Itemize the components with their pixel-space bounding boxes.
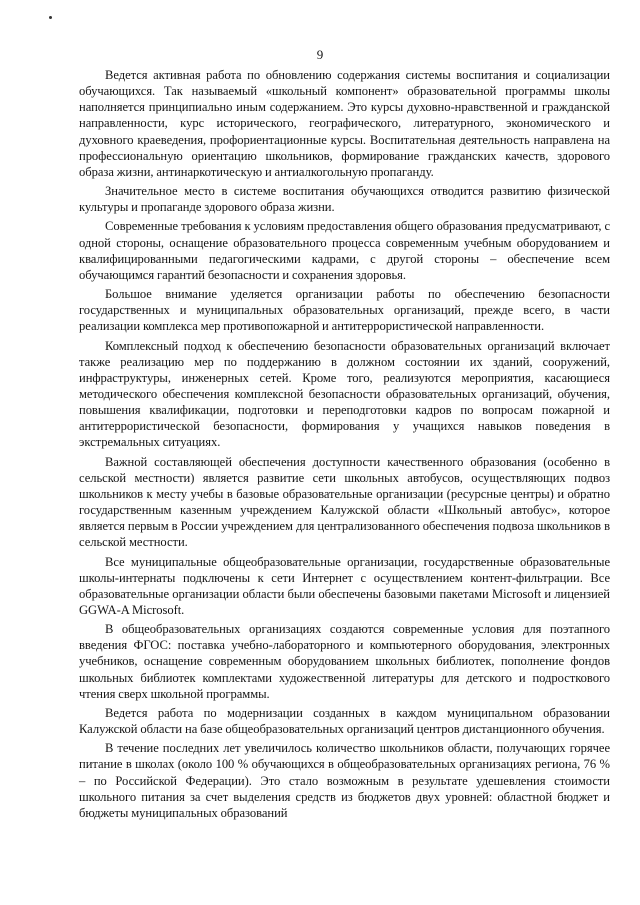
paragraph-hot-meals: В течение последних лет увеличилось количество школьников области, получающих горячее питание в школах (около 100 % обучающихся в общеобразовательных организациях региона, 76 % – по Российской Федерации). Это стало возможным в результате удешевления стоимости школьного питания за счет выделения средств из бюджетов двух уровней: областной бюджет и бюджеты муниципальных образований [79,741,610,820]
paragraph-physical-culture: Значительное место в системе воспитания обучающихся отводится развитию физической культуры и пропаганде здорового образа жизни. [79,184,610,215]
paragraph-modern-requirements: Современные требования к условиям предоставления общего образования предусматривают, с одной стороны, оснащение образовательного процесса современным учебным оборудованием и квалифицированными педагогическими кадрами, с другой стороны – обеспечение всем обучающимся гарантий безопасности и сохранения здоровья. [79,219,610,282]
paragraph-fgos-conditions: В общеобразовательных организациях создаются современные условия для поэтапного введения ФГОС: поставка учебно-лабораторного и компьютерного оборудования, электронных учебников, оснащение современным оборудованием школьных библиотек, пополнение фондов школьных библиотек комплектами художественной литературы для детского и подросткового чтения сверх школьной программы. [79,622,610,701]
body-text [79,67,610,821]
paragraph-safety-attention: Большое внимание уделяется организации работы по обеспечению безопасности государственных и муниципальных образовательных организаций, прежде всего, в части реализации комплекса мер противопожарной и антитеррористической направленности. [79,287,610,334]
paragraph-distance-learning: Ведется работа по модернизации созданных в каждом муниципальном образовании Калужской области на базе общеобразовательных организаций центров дистанционного обучения. [79,705,610,737]
paragraph-school-buses: Важной составляющей обеспечения доступности качественного образования (особенно в сельской местности) является развитие сети школьных автобусов, осуществляющих подвоз школьников к месту учебы в базовые образовательные организации (ресурсные центры) и обратно государственным казенным учреждением Калужской области «Школьный автобус», которое является первым в России учреждением для централизованного обеспечения подвоза школьников в сельской местности. [79,454,610,550]
page-number: 9 [316,47,324,62]
paragraph-internet-connection: Все муниципальные общеобразовательные организации, государственные образовательные школы-интернаты подключены к сети Интернет с осуществлением контент-фильтрации. Все образовательные организации области были обеспечены базовыми пакетами Microsoft и лицензией GGWA-A Microsoft. [79,554,610,617]
paragraph-complex-approach: Комплексный подход к обеспечению безопасности образовательных организаций включает также реализацию мер по поддержанию в должном состоянии их зданий, сооружений, инфраструктуры, инженерных сетей. Кроме того, реализуются мероприятия, касающиеся методического обеспечения комплексной безопасности образовательных организаций, обучения, повышения квалификации, подготовки и переподготовки кадров по вопросам пожарной и антитеррористической безопасности, формирования у учащихся навыков поведения в экстремальных ситуациях. [79,338,610,450]
scan-dot-mark [49,16,52,19]
paragraph-education-content: Ведется активная работа по обновлению содержания системы воспитания и социализации обучающихся. Так называемый «школьный компонент» образовательной программы школы наполняется принципиально иным содержанием. Это курсы духовно-нравственной и гражданской направленности, курс исторического, географического, литературного, экономического и духовного краеведения, профориентационные курсы. Воспитательная деятельность направлена на профессиональную ориентацию школьников, формирование гражданских качеств, здорового образа жизни, антинаркотическую и антиалкогольную пропаганду. [79,68,610,179]
